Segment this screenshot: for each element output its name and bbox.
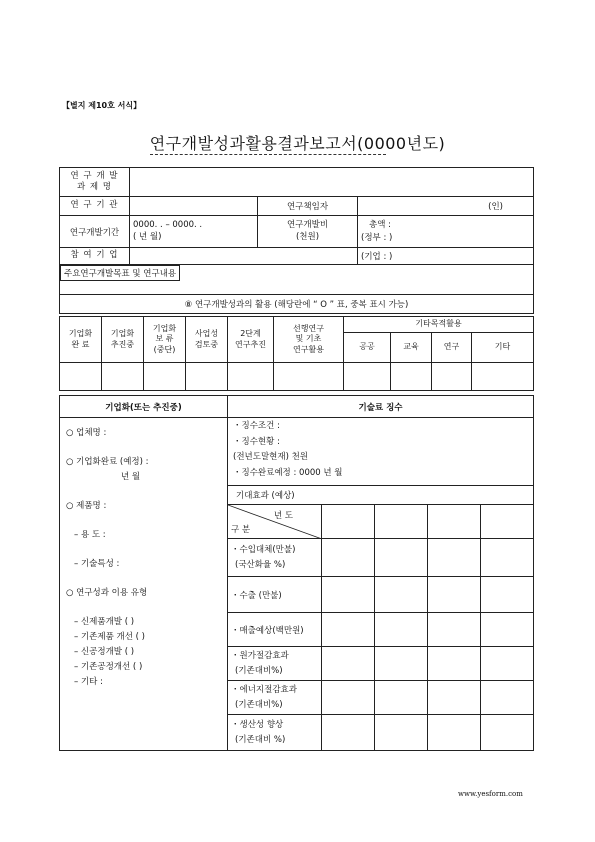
cost-company: (기업 : ) [358,248,534,265]
effect-cost: ・원가절감효과 (기존대비%) [228,647,322,681]
royalty-status: ・징수현황 : [233,436,280,447]
royalty-current: (전년도말현재) 천원 [233,452,309,463]
util-cell[interactable] [228,363,274,391]
participant-field[interactable] [130,248,358,265]
effect-cell[interactable] [481,577,534,613]
effect-cell[interactable] [375,539,428,577]
effect-cell[interactable] [481,539,534,577]
cost-gov: (정부 : ) [361,232,393,243]
company-name-label: ○ 업체명 : [66,428,107,438]
util-cell[interactable] [186,363,228,391]
page-title: 연구개발성과활용결과보고서(0000년도) [149,134,446,153]
product-name-label: ○ 제품명 : [66,501,107,512]
royalty-cell[interactable] [228,418,534,486]
effect-cell[interactable] [322,577,375,613]
util-cell[interactable] [144,363,186,391]
effect-sales: ・매출예상(백만원) [228,613,322,647]
util-header-1: 기업화 완 료 [60,317,102,363]
division-label: 구 분 [231,525,251,535]
completion-date: 년 월 [121,472,141,483]
effect-export: ・수출 (만불) [228,577,322,613]
effect-cell[interactable] [481,613,534,647]
project-name-field[interactable] [130,168,534,197]
expected-effect-label: 기대효과 (예상) [228,486,534,505]
effect-cell[interactable] [428,681,481,715]
effect-import: ・수입대체(만불) (국산화율 %) [228,539,322,577]
commercialization-title: 기업화(또는 추진중) [60,396,228,418]
period-field[interactable]: 0000. . – 0000. . ( 년 월) [130,216,258,248]
type-process-improve: – 기존공정개선 ( ) [74,661,143,672]
util-header-3: 기업화 보 류 (중단) [144,317,186,363]
usage-label: – 용 도 : [74,530,106,541]
cost-field[interactable] [358,216,534,248]
form-number-tag: 【별지 제10호 서식】 [62,101,142,110]
effect-productivity: ・생산성 향상 (기존대비 %) [228,715,322,751]
effect-cell[interactable] [481,647,534,681]
util-cell[interactable] [344,363,391,391]
effect-cell[interactable] [322,681,375,715]
util-header-5: 2단계 연구추진 [228,317,274,363]
completion-label: ○ 기업화완료 (예정) : [66,457,149,468]
effect-cell[interactable] [322,613,375,647]
leader-seal[interactable]: (인) [358,197,534,216]
util-other-education: 교육 [391,333,432,363]
util-header-4: 사업성 검토중 [186,317,228,363]
effect-cell[interactable] [375,577,428,613]
effect-cell[interactable] [428,647,481,681]
year-cell[interactable] [481,505,534,539]
year-cell[interactable] [322,505,375,539]
org-field[interactable] [130,197,258,216]
effect-cell[interactable] [375,613,428,647]
lower-table [59,395,534,751]
util-cell[interactable] [391,363,432,391]
effect-cell[interactable] [428,539,481,577]
effect-cell[interactable] [428,613,481,647]
tech-feature-label: – 기술특성 : [74,559,120,570]
effect-cell[interactable] [375,715,428,751]
util-other-etc: 기타 [472,333,534,363]
util-cell[interactable] [102,363,144,391]
effect-cell[interactable] [322,647,375,681]
effect-cell[interactable] [322,539,375,577]
util-other-research: 연구 [432,333,472,363]
type-product-improve: – 기존제품 개선 ( ) [74,632,145,643]
year-cell[interactable] [428,505,481,539]
org-label: 연 구 기 관 [60,197,130,216]
royalty-title: 기술료 징수 [228,396,534,418]
period-label: 연구개발기간 [60,216,130,248]
royalty-condition: ・징수조건 : [233,421,280,431]
year-label: 년 도 [273,511,293,521]
effect-energy: ・에너지절감효과 (기존대비%) [228,681,322,715]
utilization-table [59,316,534,391]
util-cell[interactable] [472,363,534,391]
project-name-label: 연 구 개 발 과 제 명 [60,168,130,197]
cost-total: 총액 : [369,219,391,230]
commercialization-cell[interactable] [60,418,228,751]
util-cell[interactable] [60,363,102,391]
utilization-banner: ⑧ 연구개발성과의 활용 (해당란에 “ O ” 표, 중복 표시 가능) [60,295,534,314]
effect-cell[interactable] [428,577,481,613]
util-other-public: 공공 [344,333,391,363]
effect-cell[interactable] [481,681,534,715]
effect-cell[interactable] [428,715,481,751]
util-other-header: 기타목적활용 [344,317,534,333]
participant-label: 참 여 기 업 [60,248,130,265]
type-new-product: – 신제품개발 ( ) [74,617,135,628]
util-cell[interactable] [432,363,472,391]
leader-label: 연구책임자 [258,197,358,216]
goal-cell[interactable] [60,265,534,295]
type-new-process: – 신공정개발 ( ) [74,647,135,658]
use-type-label: ○ 연구성과 이용 유형 [66,588,148,599]
info-table [59,167,534,314]
util-cell[interactable] [274,363,344,391]
goal-label: 주요연구개발목표 및 연구내용 [60,265,180,281]
effect-cell[interactable] [375,647,428,681]
util-header-6: 선행연구 및 기초 연구활용 [274,317,344,363]
effect-cell[interactable] [481,715,534,751]
title-underline [150,154,386,155]
year-division-header [228,505,322,539]
cost-label: 연구개발비 (천원) [258,216,358,248]
effect-cell[interactable] [322,715,375,751]
effect-cell[interactable] [375,681,428,715]
util-header-2: 기업화 추진중 [102,317,144,363]
type-etc: – 기타 : [74,676,103,687]
royalty-completion: ・징수완료예정 : 0000 년 월 [233,468,343,479]
year-cell[interactable] [375,505,428,539]
footer-url: www.yesform.com [458,790,523,798]
